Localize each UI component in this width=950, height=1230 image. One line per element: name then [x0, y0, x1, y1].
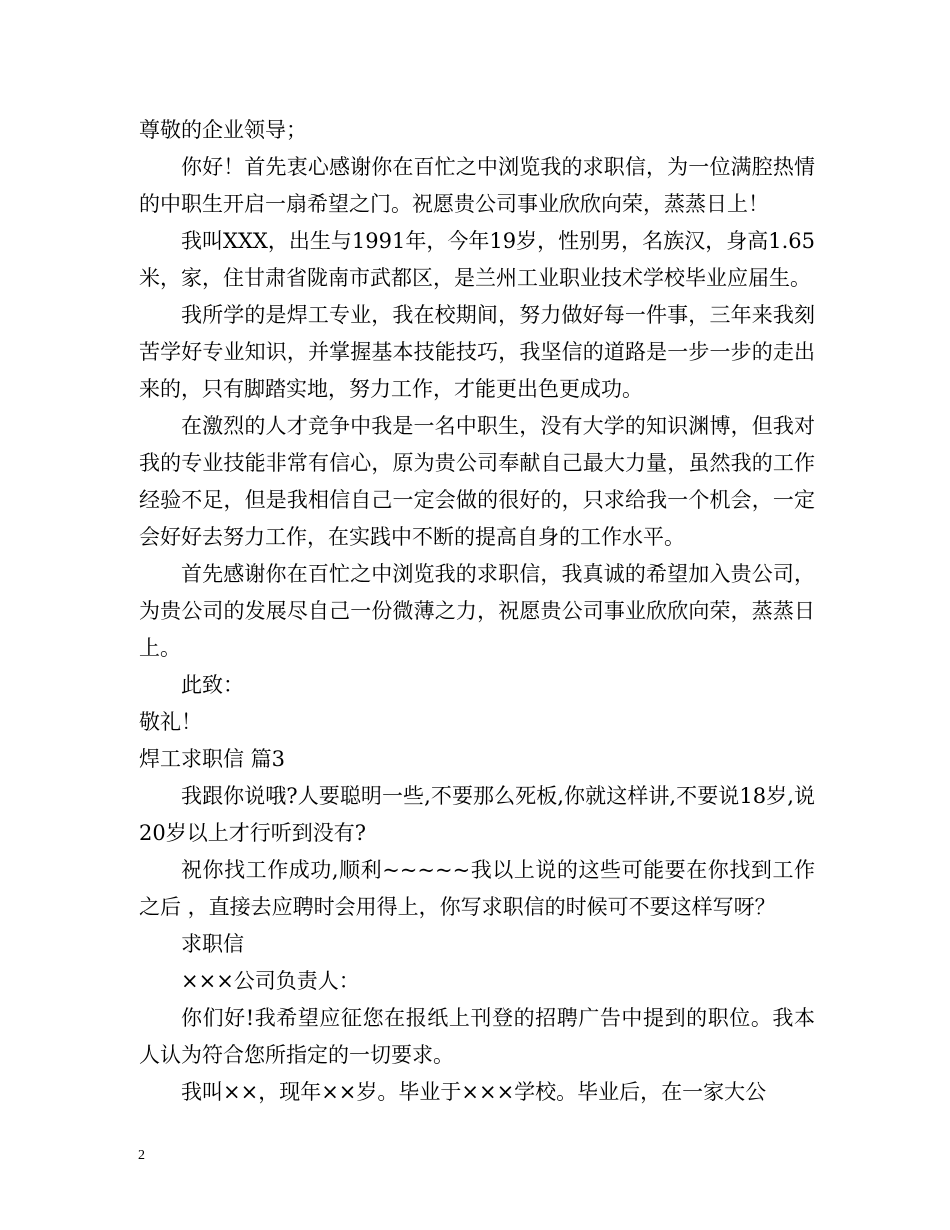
paragraph-advice-age: 我跟你说哦?人要聪明一些,不要那么死板,你就这样讲,不要说18岁,说20岁以上才行听到没有?: [139, 784, 815, 845]
document-body: [139, 112, 815, 1111]
paragraph-personal-info: 我叫XXX，出生与1991年，今年19岁，性别男，名族汉，身高1.65米，家，住甘肃省陇南市武都区，是兰州工业职业技术学校毕业应届生。: [139, 229, 815, 290]
paragraph-thanks: 首先感谢你在百忙之中浏览我的求职信，我真诚的希望加入贵公司，为贵公司的发展尽自己一份微薄之力，祝愿贵公司事业欣欣向荣，蒸蒸日上。: [139, 562, 815, 660]
section-heading: 焊工求职信 篇3: [139, 747, 286, 771]
paragraph-greeting: 你好！首先衷心感谢你在百忙之中浏览我的求职信，为一位满腔热情的中职生开启一扇希望之门。祝愿贵公司事业欣欣向荣，蒸蒸日上！: [139, 155, 815, 216]
paragraph-major: 我所学的是焊工专业，我在校期间，努力做好每一件事，三年来我刻苦学好专业知识，并掌握基本技能技巧，我坚信的道路是一步一步的走出来的，只有脚踏实地，努力工作，才能更出色更成功。: [139, 303, 815, 401]
letter-addressee: ×××公司负责人：: [181, 969, 360, 993]
letter-title: 求职信: [181, 932, 244, 956]
paragraph-competition: 在激烈的人才竞争中我是一名中职生，没有大学的知识渊博，但我对我的专业技能非常有信心，原为贵公司奉献自己最大力量，虽然我的工作经验不足，但是我相信自己一定会做的很好的，只求给我一个机会，一定会好好去努力工作，在实践中不断的提高自身的工作水平。: [139, 414, 815, 549]
closing-jingli: 敬礼！: [139, 710, 202, 734]
paragraph-application: 你们好!我希望应征您在报纸上刊登的招聘广告中提到的职位。我本人认为符合您所指定的一切要求。: [139, 1006, 815, 1067]
paragraph-introduction: 我叫××，现年××岁。毕业于×××学校。毕业后，在一家大公: [181, 1080, 767, 1104]
salutation: 尊敬的企业领导；: [139, 118, 307, 142]
closing-cizhi: 此致：: [181, 673, 244, 697]
page-number: 2: [138, 1148, 145, 1163]
paragraph-advice-luck: 祝你找工作成功,顺利~~~~~我以上说的这些可能要在你找到工作之后 ，直接去应聘时会用得上，你写求职信的时候可不要这样写呀？: [139, 858, 815, 919]
